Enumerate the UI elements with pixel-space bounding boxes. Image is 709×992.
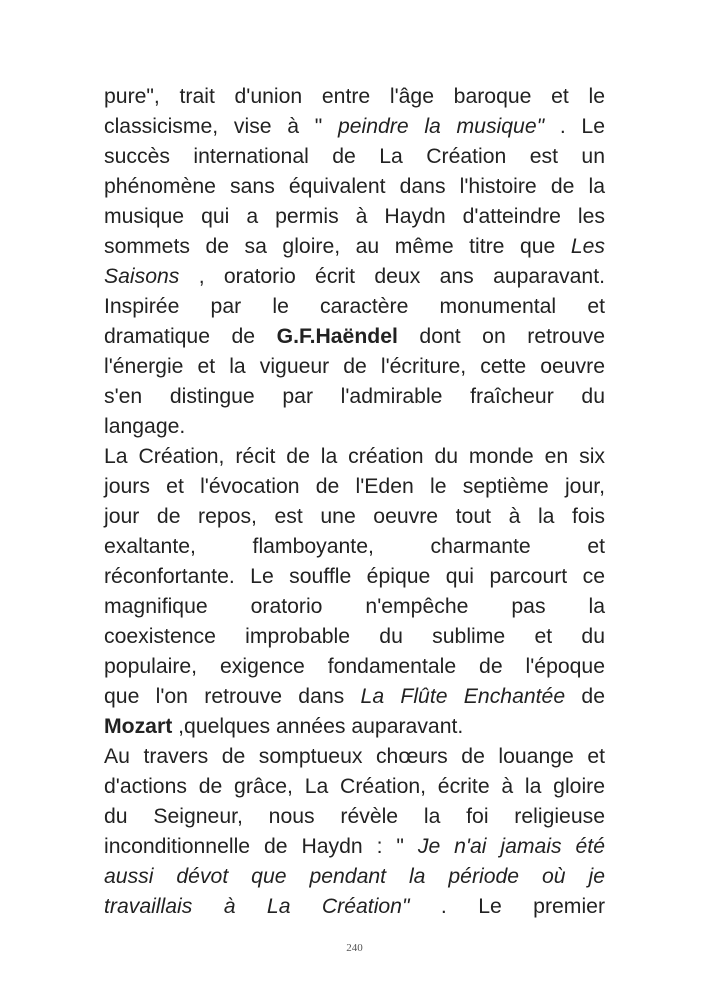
text-segment: d'actions de grâce, La Création, écrite à la gloire bbox=[104, 775, 605, 798]
text-line bbox=[104, 772, 605, 802]
text-line bbox=[104, 292, 605, 322]
text-line bbox=[104, 202, 605, 232]
text-line bbox=[104, 442, 605, 472]
text-line bbox=[104, 382, 605, 412]
text-line bbox=[104, 682, 605, 712]
bold-text: G.F.Haëndel bbox=[276, 325, 398, 348]
text-line bbox=[104, 562, 605, 592]
text-line bbox=[104, 652, 605, 682]
text-segment: succès international de La Création est un bbox=[104, 145, 605, 168]
text-line bbox=[104, 232, 605, 262]
text-line bbox=[104, 532, 605, 562]
text-segment: l'énergie et la vigueur de l'écriture, cette oeuvre bbox=[104, 355, 605, 378]
paragraph bbox=[104, 442, 605, 742]
text-segment: La Création, récit de la création du monde en six bbox=[104, 445, 605, 468]
text-segment: inconditionnelle de Haydn : " bbox=[104, 835, 418, 858]
text-line bbox=[104, 472, 605, 502]
text-line bbox=[104, 352, 605, 382]
page-number: 240 bbox=[346, 942, 363, 954]
text-segment: ,quelques années auparavant. bbox=[172, 715, 464, 738]
text-segment: dramatique de bbox=[104, 325, 277, 348]
italic-text: Je n'ai jamais été bbox=[417, 835, 605, 858]
text-line bbox=[104, 502, 605, 532]
text-line bbox=[104, 802, 605, 832]
text-line bbox=[104, 112, 605, 142]
text-segment: langage. bbox=[104, 415, 186, 438]
text-segment: réconfortante. Le souffle épique qui parcourt ce bbox=[104, 565, 605, 588]
text-line bbox=[104, 142, 605, 172]
text-segment: exaltante, flamboyante, charmante et bbox=[104, 535, 605, 558]
text-segment: Inspirée par le caractère monumental et bbox=[104, 295, 605, 318]
text-segment: . Le bbox=[544, 115, 605, 138]
text-line bbox=[104, 412, 605, 442]
text-segment: dont on retrouve bbox=[397, 325, 605, 348]
text-segment: coexistence improbable du sublime et du bbox=[104, 625, 605, 648]
text-segment: de bbox=[565, 685, 605, 708]
text-segment: Au travers de somptueux chœurs de louange et bbox=[104, 745, 605, 768]
body-text bbox=[104, 82, 605, 922]
text-line bbox=[104, 742, 605, 772]
text-segment: phénomène sans équivalent dans l'histoire de la bbox=[104, 175, 605, 198]
text-segment: jour de repos, est une oeuvre tout à la fois bbox=[104, 505, 605, 528]
text-segment: du Seigneur, nous révèle la foi religieuse bbox=[104, 805, 605, 828]
italic-text: peindre la musique" bbox=[337, 115, 545, 138]
paragraph bbox=[104, 82, 605, 442]
italic-text: Les bbox=[570, 235, 605, 258]
bold-text: Mozart bbox=[104, 715, 173, 738]
text-segment: classicisme, vise à " bbox=[104, 115, 338, 138]
text-line bbox=[104, 712, 605, 742]
text-segment: pure", trait d'union entre l'âge baroque et le bbox=[104, 85, 605, 108]
text-line bbox=[104, 622, 605, 652]
text-line bbox=[104, 862, 605, 892]
text-line bbox=[104, 262, 605, 292]
text-segment: sommets de sa gloire, au même titre que bbox=[104, 235, 571, 258]
italic-text: aussi dévot que pendant la période où je bbox=[104, 865, 605, 888]
text-segment: jours et l'évocation de l'Eden le septième jour, bbox=[104, 475, 605, 498]
paragraph bbox=[104, 742, 605, 922]
text-segment: s'en distingue par l'admirable fraîcheur du bbox=[104, 385, 605, 408]
text-segment: que l'on retrouve dans bbox=[104, 685, 361, 708]
text-segment: populaire, exigence fondamentale de l'époque bbox=[104, 655, 605, 678]
text-line bbox=[104, 592, 605, 622]
text-segment: musique qui a permis à Haydn d'atteindre les bbox=[104, 205, 605, 228]
text-segment: , oratorio écrit deux ans auparavant. bbox=[179, 265, 605, 288]
italic-text: Saisons bbox=[104, 265, 180, 288]
text-segment: magnifique oratorio n'empêche pas la bbox=[104, 595, 605, 618]
text-line bbox=[104, 322, 605, 352]
italic-text: travaillais à La Création" bbox=[104, 895, 410, 918]
text-line bbox=[104, 892, 605, 922]
text-line bbox=[104, 832, 605, 862]
italic-text: La Flûte Enchantée bbox=[360, 685, 566, 708]
text-segment: . Le premier bbox=[409, 895, 605, 918]
text-line bbox=[104, 82, 605, 112]
text-line bbox=[104, 172, 605, 202]
